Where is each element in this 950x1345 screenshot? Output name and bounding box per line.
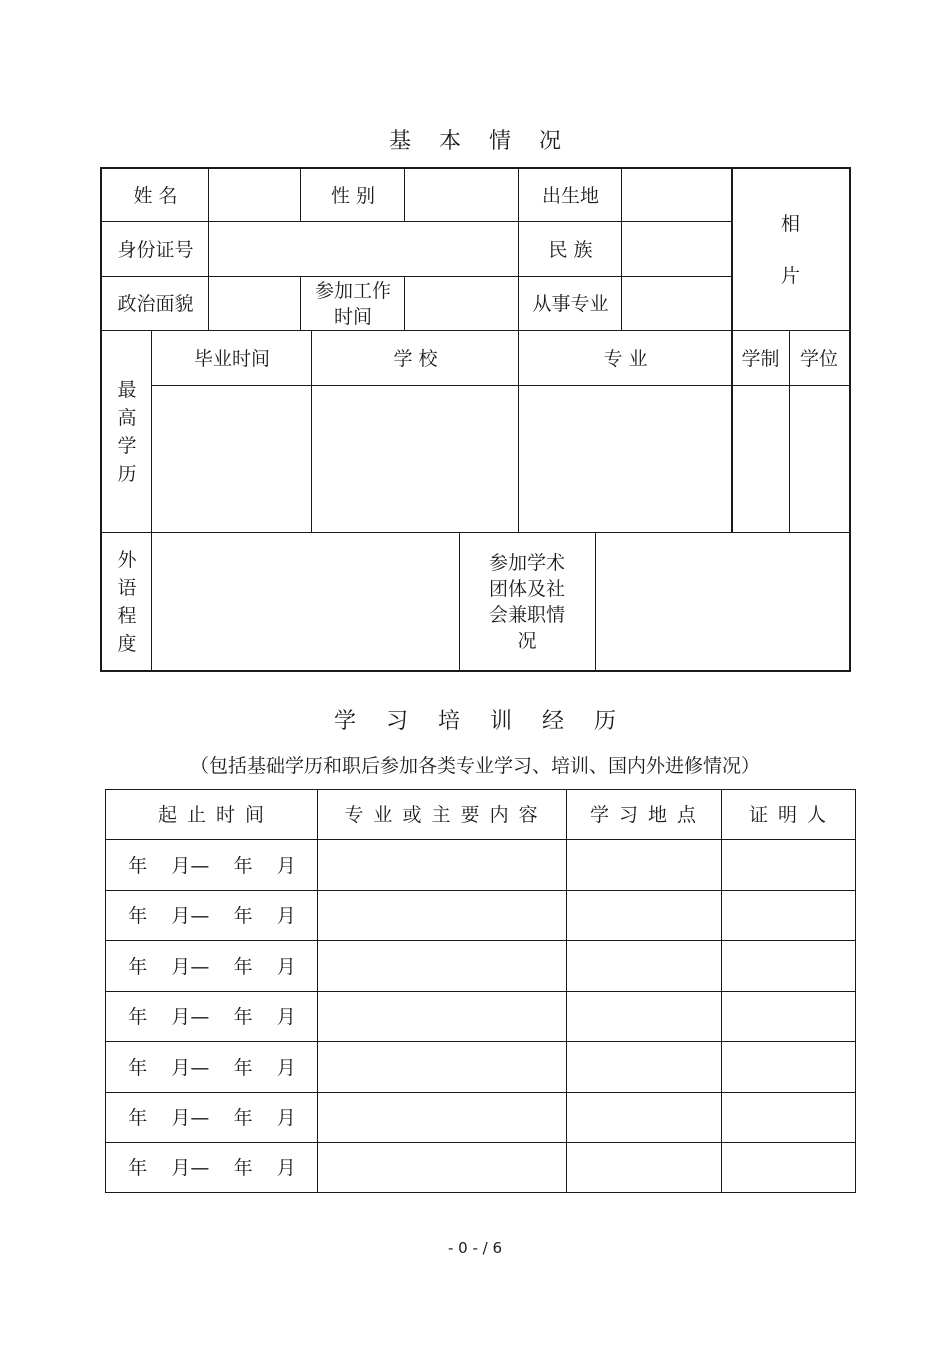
column-divider bbox=[731, 169, 733, 533]
major-field[interactable] bbox=[519, 386, 732, 533]
row-divider bbox=[106, 1092, 855, 1093]
content-cell[interactable] bbox=[318, 1143, 566, 1193]
gender-field[interactable] bbox=[405, 169, 519, 222]
table-border-right bbox=[855, 789, 856, 1193]
column-divider bbox=[317, 790, 318, 1192]
witness-cell[interactable] bbox=[722, 941, 855, 992]
column-divider bbox=[300, 169, 301, 222]
row-divider bbox=[102, 276, 732, 277]
column-divider bbox=[300, 277, 301, 331]
political-status-label: 政治面貌 bbox=[117, 293, 194, 315]
witness-cell[interactable] bbox=[722, 992, 855, 1042]
row-divider bbox=[102, 532, 849, 533]
degree-header: 学位 bbox=[799, 347, 838, 370]
column-divider bbox=[459, 533, 460, 671]
period-cell[interactable]: 年 月— 年 月 bbox=[128, 1006, 296, 1028]
content-header: 专 业 或 主 要 内 容 bbox=[344, 804, 540, 826]
birthplace-field[interactable] bbox=[622, 169, 732, 222]
column-divider bbox=[721, 790, 722, 1192]
training-history-subtitle: （包括基础学历和职后参加各类专业学习、培训、国内外进修情况） bbox=[189, 755, 760, 777]
location-cell[interactable] bbox=[566, 1093, 722, 1143]
content-cell[interactable] bbox=[318, 840, 566, 891]
degree-field[interactable] bbox=[789, 386, 849, 533]
period-cell[interactable]: 年 月— 年 月 bbox=[128, 1107, 296, 1129]
photo-box[interactable]: 相 片 bbox=[780, 213, 800, 287]
table-border-left bbox=[100, 167, 102, 672]
academic-groups-field[interactable] bbox=[595, 533, 849, 671]
column-divider bbox=[621, 169, 622, 331]
graduation-time-header: 毕业时间 bbox=[193, 347, 270, 370]
graduation-time-field[interactable] bbox=[152, 386, 312, 533]
duration-field[interactable] bbox=[732, 386, 789, 533]
profession-field[interactable] bbox=[622, 277, 732, 331]
period-cell[interactable]: 年 月— 年 月 bbox=[128, 955, 296, 978]
period-header: 起 止 时 间 bbox=[157, 804, 267, 826]
witness-cell[interactable] bbox=[722, 891, 855, 941]
table-border-bottom bbox=[100, 670, 851, 672]
page-number: - 0 - / 6 bbox=[447, 1239, 503, 1257]
school-field[interactable] bbox=[312, 386, 519, 533]
column-divider bbox=[789, 331, 790, 533]
row-divider bbox=[102, 330, 849, 331]
work-start-time-label: 参加工作 时间 bbox=[314, 280, 391, 328]
content-cell[interactable] bbox=[318, 1042, 566, 1093]
location-cell[interactable] bbox=[566, 941, 722, 992]
period-cell[interactable]: 年 月— 年 月 bbox=[128, 905, 296, 927]
column-divider bbox=[566, 790, 567, 1192]
location-cell[interactable] bbox=[566, 840, 722, 891]
column-divider bbox=[404, 277, 405, 331]
column-divider bbox=[311, 331, 312, 533]
row-divider bbox=[152, 385, 849, 386]
ethnicity-label: 民 族 bbox=[548, 238, 593, 261]
period-cell[interactable]: 年 月— 年 月 bbox=[128, 1157, 296, 1179]
table-border-bottom bbox=[105, 1192, 856, 1193]
ethnicity-field[interactable] bbox=[622, 222, 732, 277]
id-number-field[interactable] bbox=[209, 222, 519, 277]
work-start-time-field[interactable] bbox=[405, 277, 519, 331]
row-divider bbox=[106, 890, 855, 891]
witness-cell[interactable] bbox=[722, 1143, 855, 1193]
gender-label: 性 别 bbox=[330, 184, 376, 207]
name-label: 姓 名 bbox=[133, 184, 178, 207]
witness-cell[interactable] bbox=[722, 1093, 855, 1143]
location-cell[interactable] bbox=[566, 1143, 722, 1193]
column-divider bbox=[404, 169, 405, 222]
location-cell[interactable] bbox=[566, 992, 722, 1042]
academic-groups-label: 参加学术 团体及社 会兼职情 况 bbox=[488, 552, 565, 652]
name-field[interactable] bbox=[209, 169, 301, 222]
location-cell[interactable] bbox=[566, 1042, 722, 1093]
highest-education-label: 最 高 学 历 bbox=[117, 379, 137, 485]
table-border-top bbox=[105, 789, 856, 790]
section-title-training-history: 学习培训经历 bbox=[333, 709, 646, 734]
period-cell[interactable]: 年 月— 年 月 bbox=[128, 1056, 296, 1079]
duration-header: 学制 bbox=[741, 347, 780, 370]
table-border-top bbox=[100, 167, 851, 169]
content-cell[interactable] bbox=[318, 891, 566, 941]
witness-cell[interactable] bbox=[722, 840, 855, 891]
location-header: 学 习 地 点 bbox=[589, 804, 699, 826]
birthplace-label: 出生地 bbox=[541, 184, 599, 207]
foreign-language-field[interactable] bbox=[152, 533, 459, 671]
content-cell[interactable] bbox=[318, 941, 566, 992]
column-divider bbox=[208, 169, 209, 331]
row-divider bbox=[106, 940, 855, 941]
witness-cell[interactable] bbox=[722, 1042, 855, 1093]
row-divider bbox=[106, 1041, 855, 1042]
section-title-basic-info: 基本情况 bbox=[388, 129, 589, 154]
column-divider bbox=[595, 533, 596, 671]
row-divider bbox=[106, 991, 855, 992]
period-cell[interactable]: 年 月— 年 月 bbox=[128, 854, 296, 877]
id-number-label: 身份证号 bbox=[117, 238, 194, 261]
row-divider bbox=[106, 1142, 855, 1143]
foreign-language-label: 外 语 程 度 bbox=[117, 549, 137, 655]
major-header: 专 业 bbox=[603, 347, 648, 370]
witness-header: 证 明 人 bbox=[748, 804, 829, 826]
political-status-field[interactable] bbox=[209, 277, 301, 331]
school-header: 学 校 bbox=[393, 347, 438, 370]
row-divider bbox=[106, 839, 855, 840]
profession-label: 从事专业 bbox=[532, 293, 609, 315]
location-cell[interactable] bbox=[566, 891, 722, 941]
column-divider bbox=[518, 169, 519, 533]
row-divider bbox=[102, 221, 732, 222]
table-border-right bbox=[849, 167, 851, 672]
column-divider bbox=[151, 331, 152, 671]
content-cell[interactable] bbox=[318, 1093, 566, 1143]
content-cell[interactable] bbox=[318, 992, 566, 1042]
